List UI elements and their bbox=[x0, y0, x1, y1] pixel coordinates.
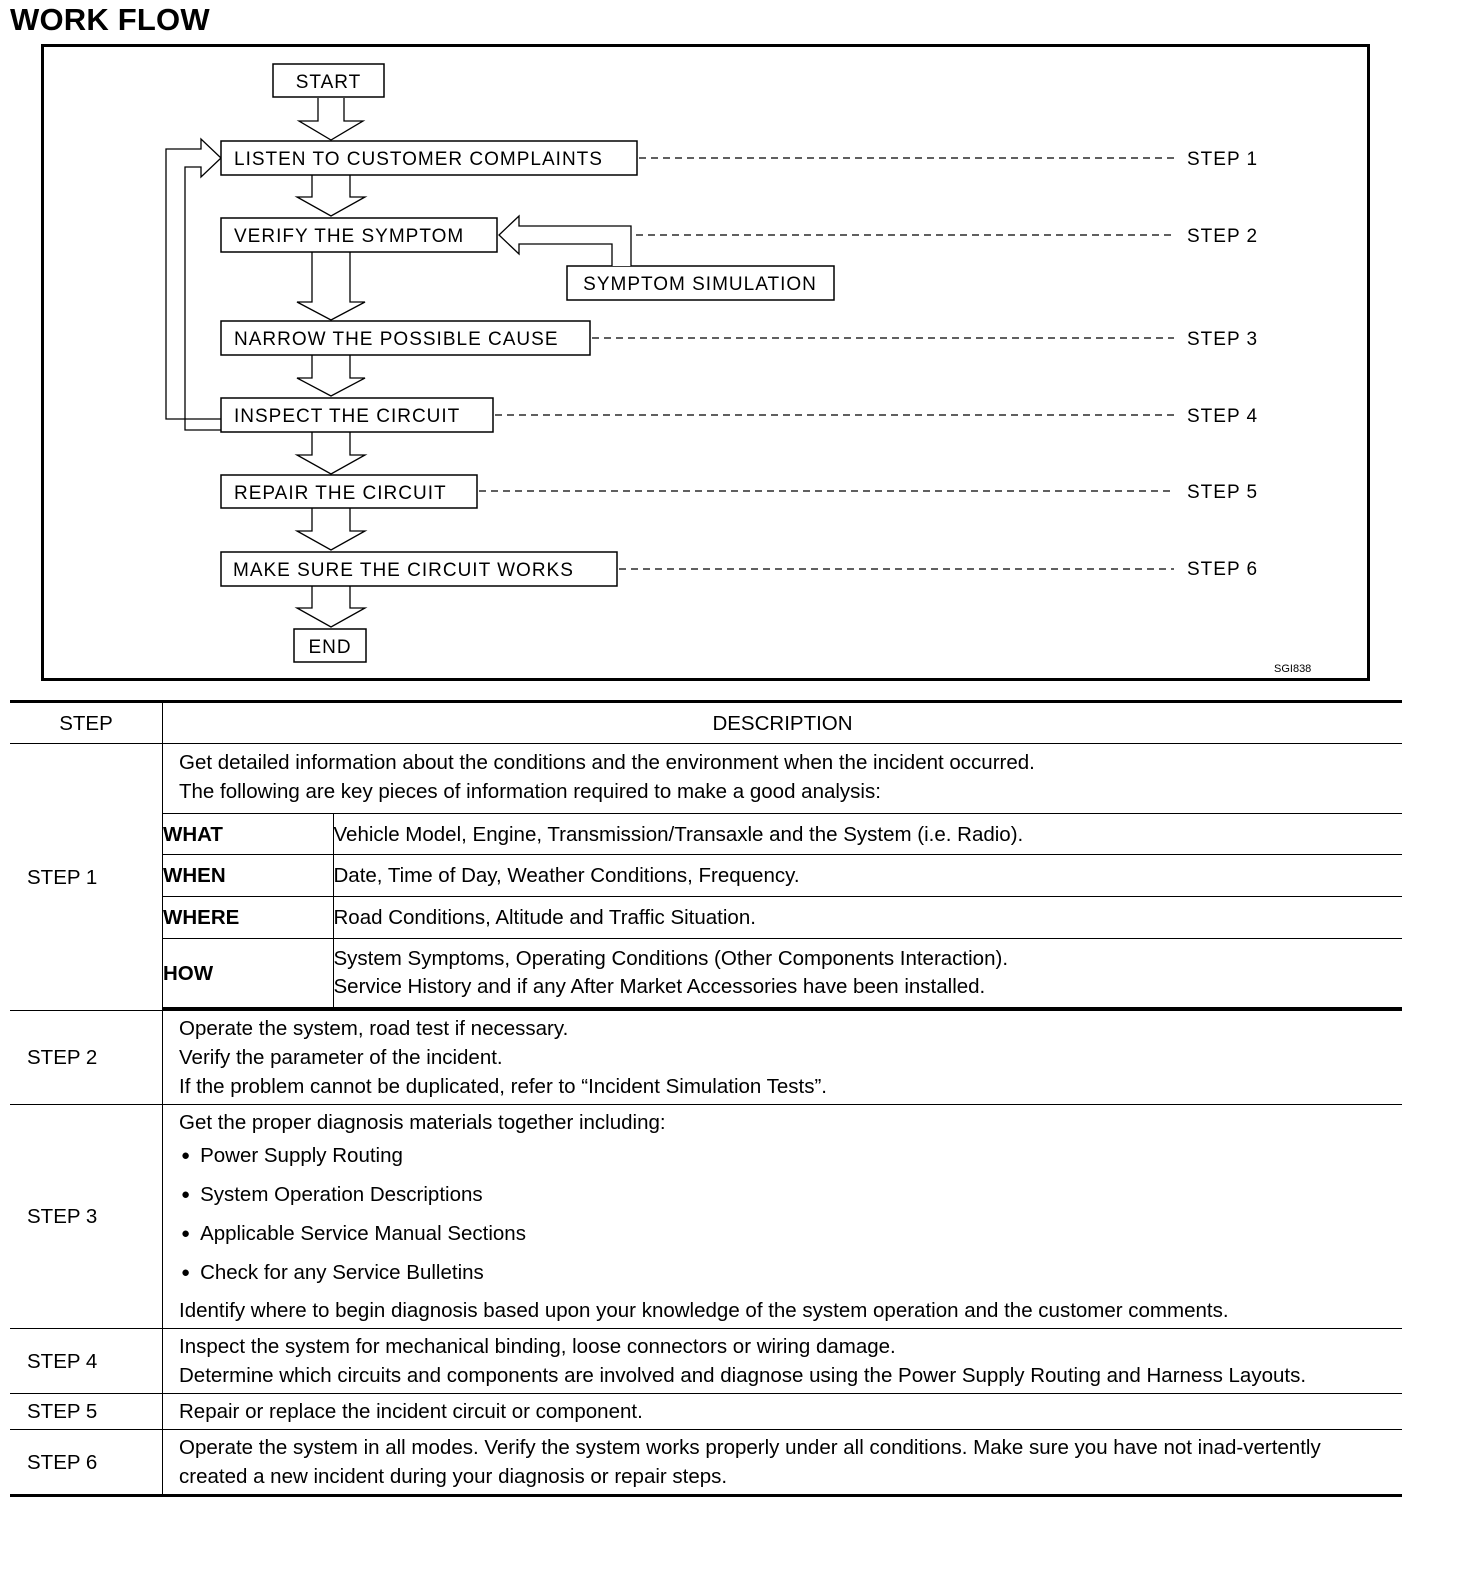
flow-step-label-1: STEP 1 bbox=[1187, 149, 1259, 170]
flow-step-label-4: STEP 4 bbox=[1187, 406, 1259, 427]
header-description: DESCRIPTION bbox=[163, 702, 1403, 744]
svg-text:MAKE SURE THE CIRCUIT WORK: MAKE SURE THE CIRCUIT WORKS bbox=[233, 560, 574, 581]
flow-step-label-3: STEP 3 bbox=[1187, 329, 1259, 350]
step3-description bbox=[163, 1105, 1403, 1329]
symptom-simulation-node bbox=[567, 266, 834, 300]
arrow-start-listen bbox=[299, 98, 363, 140]
step5-line-1: Repair or replace the incident circuit or component. bbox=[179, 1400, 643, 1423]
flow-step-label-5: STEP 5 bbox=[1187, 482, 1259, 503]
page-title: WORK FLOW bbox=[10, 2, 210, 37]
detail-value bbox=[333, 939, 1402, 1009]
step-label: STEP 5 bbox=[10, 1394, 163, 1430]
detail-key: WHEN bbox=[163, 855, 333, 897]
step1-intro-2: The following are key pieces of information required to make a good analysis: bbox=[179, 780, 881, 803]
step3-outro: Identify where to begin diagnosis based upon your knowledge of the system operation and the customer comments. bbox=[179, 1299, 1229, 1322]
list-item: ● System Operation Descriptions bbox=[179, 1176, 1392, 1215]
step3-intro: Get the proper diagnosis materials together including: bbox=[179, 1111, 666, 1134]
detail-key: HOW bbox=[163, 939, 333, 1009]
arrow-listen-verify bbox=[297, 175, 365, 216]
box-makesure bbox=[221, 552, 617, 586]
arrow-narrow-inspect bbox=[297, 355, 365, 396]
header-step: STEP bbox=[10, 702, 163, 744]
step-label: STEP 2 bbox=[10, 1011, 163, 1105]
step6-description bbox=[163, 1430, 1403, 1496]
step2-line-3: If the problem cannot be duplicated, refer to “Incident Simulation Tests”. bbox=[179, 1075, 828, 1098]
symptom-simulation-arrow bbox=[499, 216, 631, 266]
step1-description bbox=[163, 744, 1403, 1011]
box-listen bbox=[221, 141, 637, 175]
svg-text:INSPECT THE CIRCUIT: INSPECT THE CIRCUIT bbox=[234, 406, 461, 427]
list-item: ● Power Supply Routing bbox=[179, 1137, 1392, 1176]
detail-value: Vehicle Model, Engine, Transmission/Transaxle and the System (i.e. Radio). bbox=[333, 814, 1402, 855]
detail-row-what bbox=[163, 814, 1402, 855]
detail-value: Road Conditions, Altitude and Traffic Situation. bbox=[333, 897, 1402, 939]
detail-row-when bbox=[163, 855, 1402, 897]
table-row-step6 bbox=[10, 1430, 1402, 1496]
step-label: STEP 6 bbox=[10, 1430, 163, 1496]
box-narrow bbox=[221, 321, 590, 355]
step2-description bbox=[163, 1011, 1403, 1105]
step-label: STEP 1 bbox=[10, 744, 163, 1011]
step4-description bbox=[163, 1329, 1403, 1394]
figure-id: SGI838 bbox=[1274, 663, 1312, 675]
box-repair bbox=[221, 475, 477, 508]
detail-value-line-1: System Symptoms, Operating Conditions (Other Components Interaction). bbox=[333, 947, 1009, 970]
step2-line-2: Verify the parameter of the incident. bbox=[179, 1046, 503, 1069]
detail-key: WHAT bbox=[163, 814, 333, 855]
arrow-repair-makesure bbox=[297, 508, 365, 550]
svg-text:NARROW THE POSSIBLE CAUSE: NARROW THE POSSIBLE CAUSE bbox=[234, 329, 559, 350]
step-label: STEP 3 bbox=[10, 1105, 163, 1329]
table-row-step3 bbox=[10, 1105, 1402, 1329]
step-leaders bbox=[479, 158, 1174, 569]
table-row-step1 bbox=[10, 744, 1402, 1011]
table-row-step5 bbox=[10, 1394, 1402, 1430]
step5-description bbox=[163, 1394, 1403, 1430]
steps-table bbox=[10, 700, 1402, 1497]
step-label: STEP 4 bbox=[10, 1329, 163, 1394]
svg-text:START: START bbox=[295, 72, 362, 93]
step4-line-1: Inspect the system for mechanical binding, loose connectors or wiring damage. bbox=[179, 1335, 896, 1358]
arrow-makesure-end bbox=[297, 586, 365, 627]
flow-step-label-6: STEP 6 bbox=[1187, 559, 1259, 580]
list-item: ● Check for any Service Bulletins bbox=[179, 1254, 1392, 1293]
detail-key: WHERE bbox=[163, 897, 333, 939]
step4-line-2: Determine which circuits and components are involved and diagnose using the Power Supply Routing and Harness Layouts. bbox=[179, 1364, 1307, 1387]
flow-step-label-2: STEP 2 bbox=[1187, 226, 1259, 247]
start-node bbox=[273, 64, 384, 97]
step2-line-1: Operate the system, road test if necessary. bbox=[179, 1017, 569, 1040]
arrow-inspect-repair bbox=[297, 432, 365, 474]
detail-value-line-2: Service History and if any After Market Accessories have been installed. bbox=[333, 975, 986, 998]
list-item: ● Applicable Service Manual Sections bbox=[179, 1215, 1392, 1254]
svg-text:LISTEN TO CUSTOMER COMPLAIN: LISTEN TO CUSTOMER COMPLAINTS bbox=[234, 149, 603, 170]
svg-text:REPAIR THE CIRCUIT: REPAIR THE CIRCUIT bbox=[234, 483, 447, 504]
svg-text:SYMPTOM SIMULATION: SYMPTOM SIMULATION bbox=[583, 274, 817, 295]
svg-text:VERIFY THE SYMPTOM: VERIFY THE SYMPTOM bbox=[234, 226, 465, 247]
table-header-row bbox=[10, 702, 1402, 744]
step6-line-1: Operate the system in all modes. Verify the system works properly under all conditions. Make sure you have not inad-vertently created a new incident during your diagnosis or repair steps. bbox=[179, 1436, 1321, 1488]
arrow-verify-narrow bbox=[297, 252, 365, 320]
step3-bullet-list bbox=[179, 1137, 1392, 1293]
detail-row-where bbox=[163, 897, 1402, 939]
svg-text:END: END bbox=[308, 637, 352, 658]
work-flow-diagram bbox=[41, 44, 1371, 682]
step1-intro-1: Get detailed information about the conditions and the environment when the incident occurred. bbox=[179, 751, 1035, 774]
detail-value: Date, Time of Day, Weather Conditions, Frequency. bbox=[333, 855, 1402, 897]
flow-arrows bbox=[297, 98, 365, 627]
box-verify bbox=[221, 218, 497, 252]
box-inspect bbox=[221, 398, 493, 432]
detail-row-how bbox=[163, 939, 1402, 1009]
table-row-step2 bbox=[10, 1011, 1402, 1105]
end-node bbox=[294, 629, 366, 662]
step1-details-table bbox=[163, 813, 1402, 1010]
table-row-step4 bbox=[10, 1329, 1402, 1394]
feedback-arrow bbox=[166, 139, 221, 430]
